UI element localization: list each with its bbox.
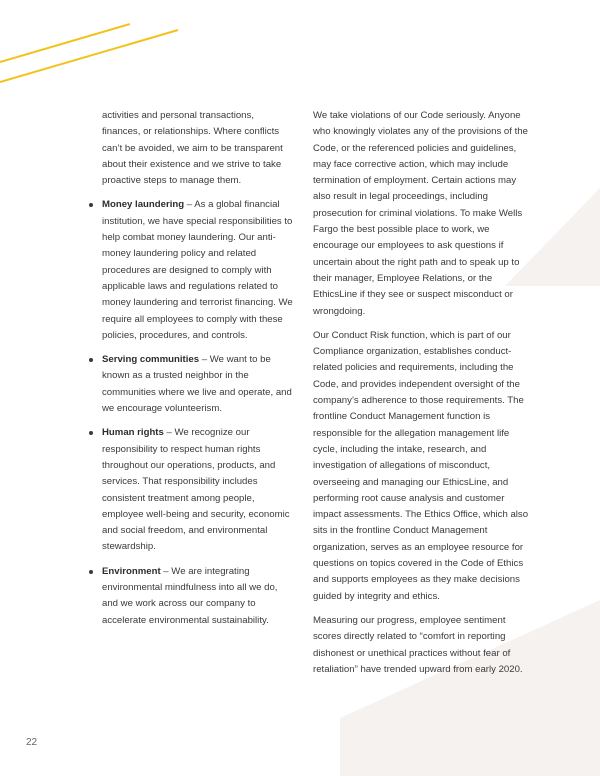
page-number: 22 bbox=[26, 737, 38, 748]
bullet-serving-communities bbox=[89, 352, 294, 417]
accent-stripes bbox=[0, 0, 190, 90]
bullet-term: Environment bbox=[102, 565, 161, 577]
intro-paragraph: activities and personal transactions, finances, or relationships. Where conflicts can’t be avoided, we aim to be transparent about their existence and we strive to take proactive steps to manage them. bbox=[102, 110, 283, 187]
bullet-money-laundering bbox=[89, 197, 294, 344]
bullet-environment bbox=[89, 564, 294, 629]
bullet-list bbox=[89, 197, 294, 628]
bullet-term: Money laundering bbox=[102, 199, 185, 211]
left-column bbox=[89, 108, 294, 637]
bullet-text: – We recognize our responsibility to respect human rights throughout our operations, products, and services. That responsibility includes consistent treatment among people, employee well-being and security, economic and social freedom, and environmental stewardship. bbox=[102, 427, 290, 553]
bullet-text: – As a global financial institution, we have special responsibilities to help combat money laundering. Our anti-money laundering policy and related procedures are designed to comply with applicable laws and regulations related to money laundering and terrorist financing. We require all employees to comply with these policies, procedures, and controls. bbox=[102, 199, 293, 341]
bullet-text: – We want to be known as a trusted neighbor in the communities where we live and operate, and we encourage volunteerism. bbox=[102, 354, 292, 415]
bullet-text: – We are integrating environmental mindfulness into all we do, and we work across our company to accelerate environmental sustainability. bbox=[102, 565, 278, 626]
code-violations-paragraph: We take violations of our Code seriously. Anyone who knowingly violates any of the provisions of the Code, or the referenced policies and guidelines, may face corrective action, which may include termination of employment. Certain actions may also result in legal proceedings, including prosecution for criminal violations. To make Wells Fargo the best possible place to work, we encourage our employees to ask questions if uncertain about the right path and to speak up to their manager, Employee Relations, or the EthicsLine if they see or suspect misconduct or wrongdoing. bbox=[313, 110, 528, 317]
right-column bbox=[313, 108, 533, 686]
conduct-risk-paragraph: Our Conduct Risk function, which is part of our Compliance organization, establishes conduct-related policies and requirements, including the Code, and provides independent oversight of the company’s adherence to those requirements. The frontline Conduct Management function is responsible for the allegation management life cycle, including the intake, research, and investigation of allegations of misconduct, overseeing and managing our EthicsLine, and performing root cause analysis and customer impact assessments. The Ethics Office, which also sits in the frontline Conduct Management organization, serves as an employee resource for questions on topics covered in the Code of Ethics and supports employees as they make decisions guided by integrity and ethics. bbox=[313, 329, 529, 602]
progress-paragraph: Measuring our progress, employee sentiment scores directly related to “comfort in reporting dishonest or unethical practices without fear of retaliation” have trended upward from early 2020. bbox=[313, 614, 523, 675]
bullet-human-rights bbox=[89, 425, 294, 555]
bullet-term: Human rights bbox=[102, 427, 164, 439]
bullet-term: Serving communities bbox=[102, 354, 200, 366]
